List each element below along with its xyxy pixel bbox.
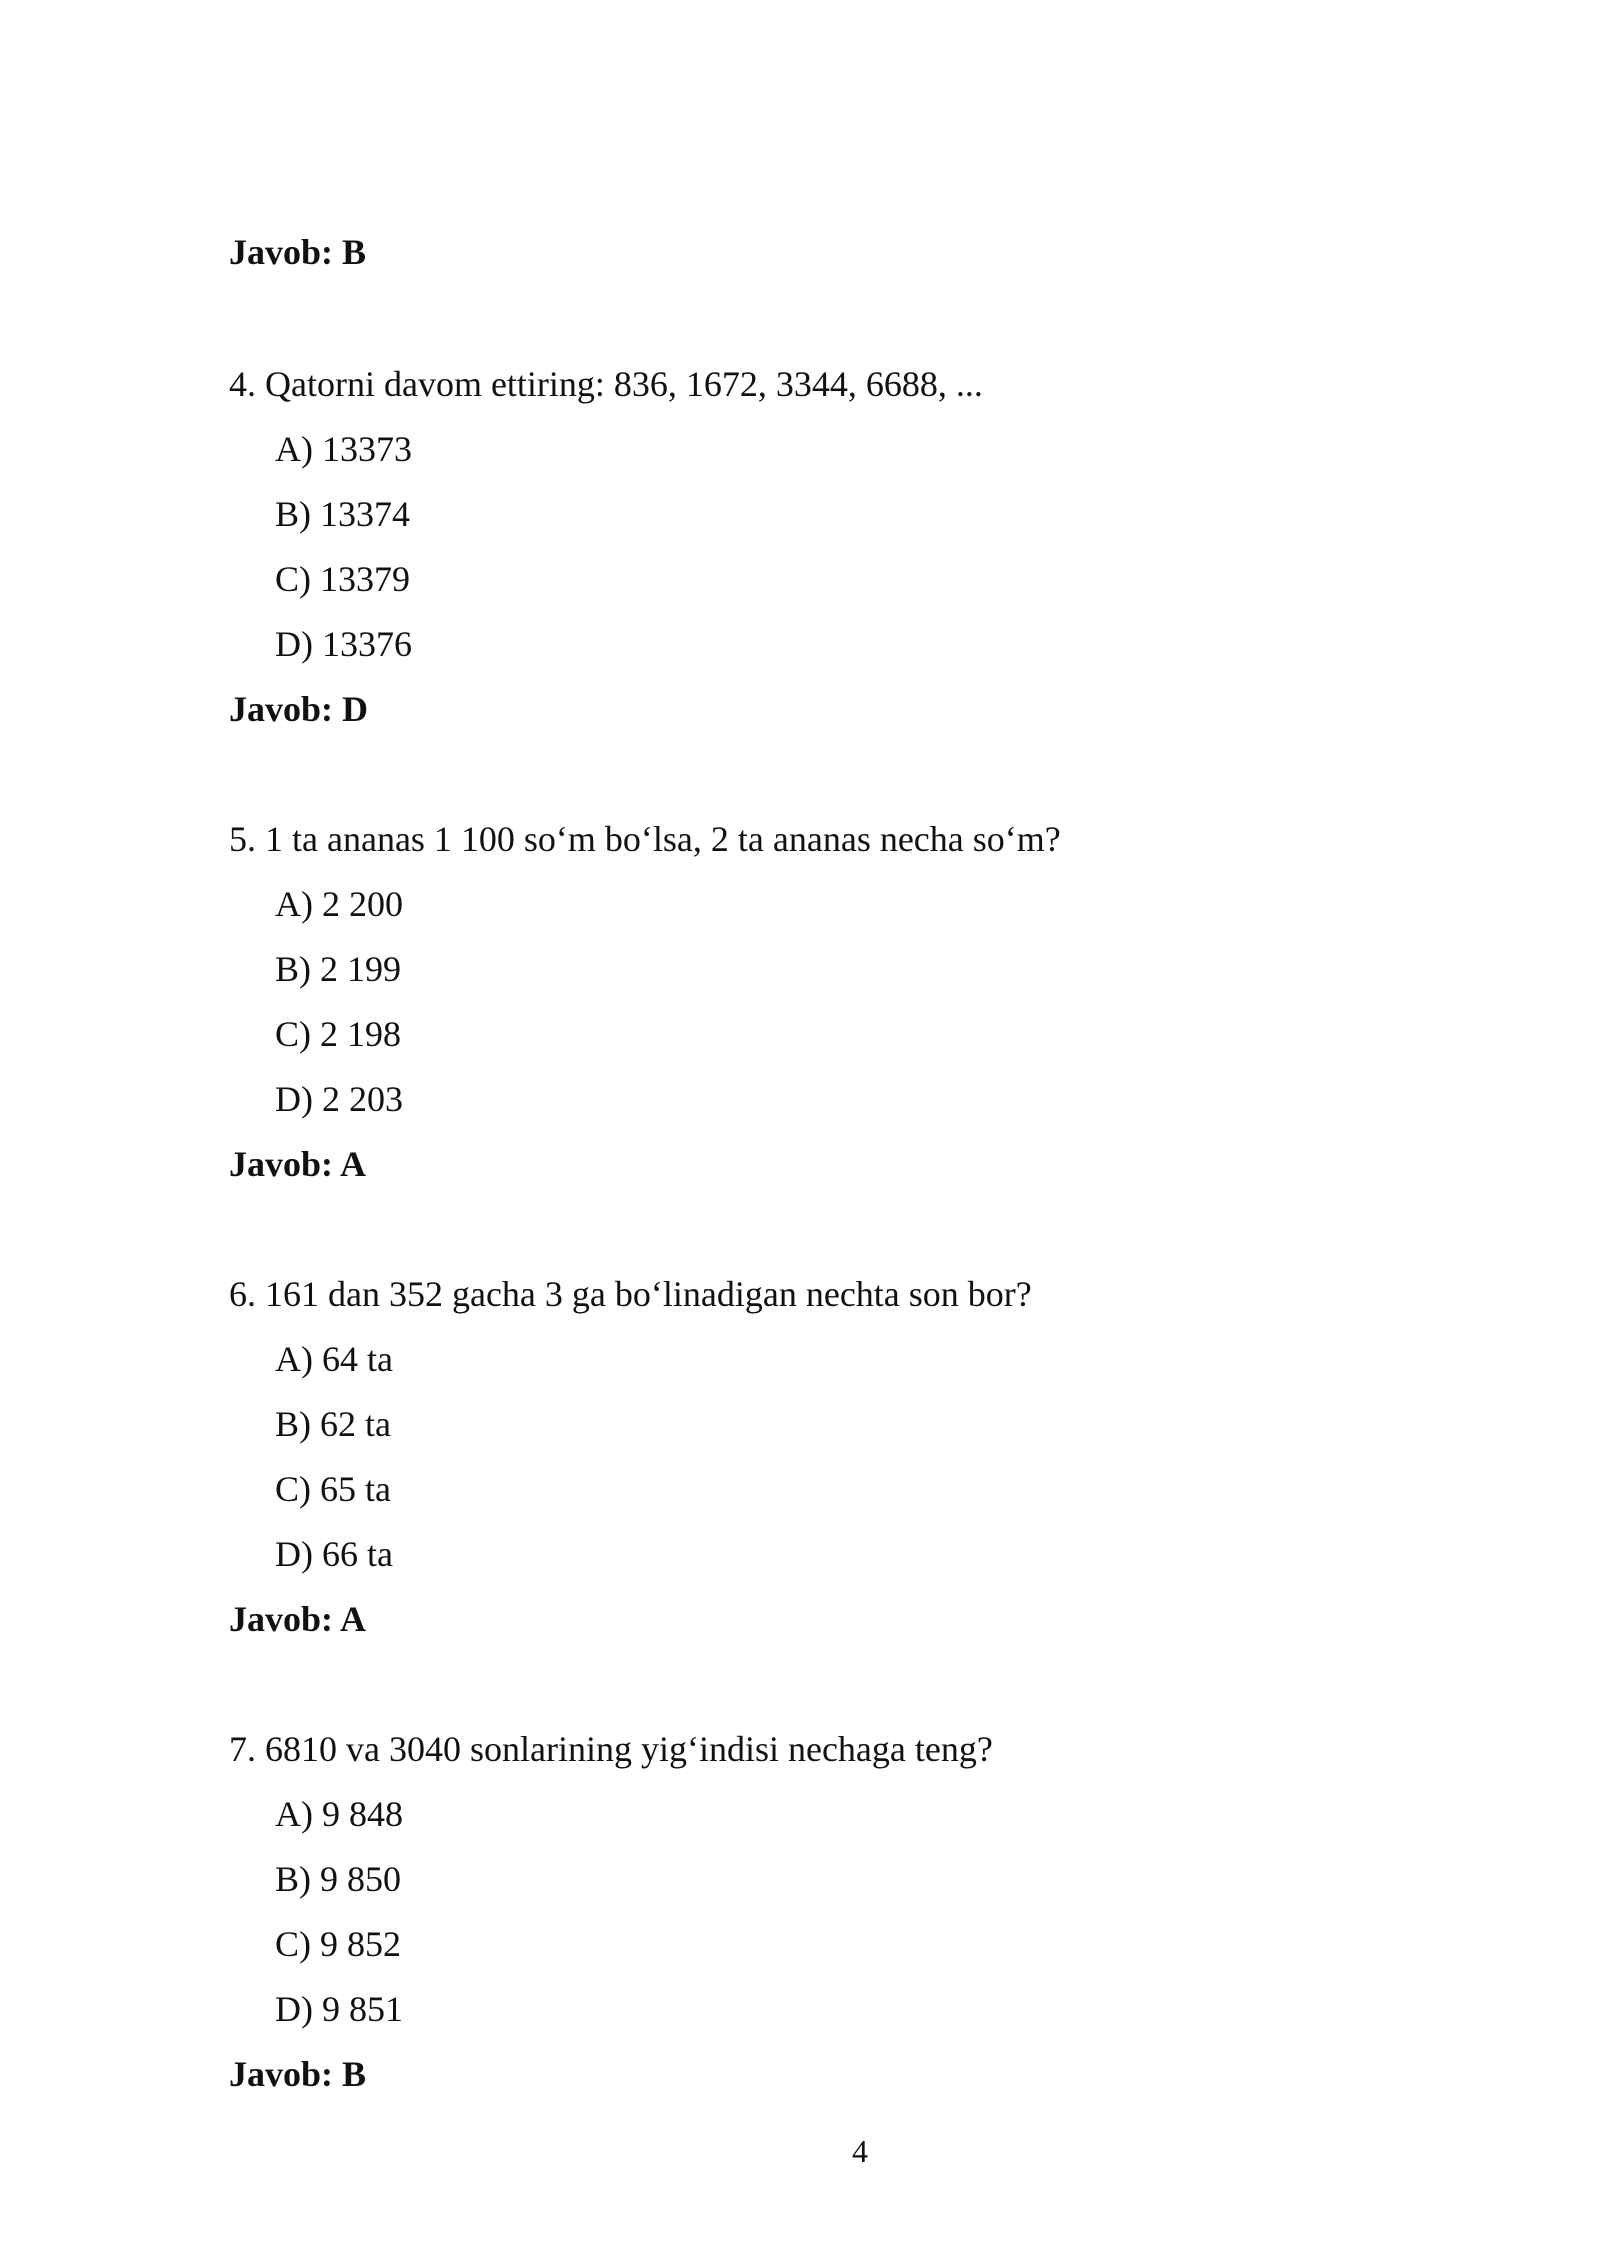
option-c: C) 9 852 (275, 1924, 401, 1964)
option-d: D) 9 851 (275, 1989, 403, 2029)
option-c: C) 2 198 (275, 1014, 401, 1054)
answer-line: Javob: A (229, 1144, 367, 1184)
answer-line: Javob: D (229, 689, 369, 729)
answer-line: Javob: A (229, 1599, 367, 1639)
option-d: D) 2 203 (275, 1079, 403, 1119)
option-b: B) 13374 (275, 494, 410, 534)
question-text: 6. 161 dan 352 gacha 3 ga bo‘linadigan nechta son bor? (229, 1274, 1032, 1314)
option-d: D) 13376 (275, 624, 412, 664)
page-number: 4 (852, 2133, 868, 2169)
option-a: A) 9 848 (275, 1794, 403, 1834)
answer-line: Javob: B (229, 232, 367, 272)
option-a: A) 64 ta (275, 1339, 393, 1379)
option-a: A) 2 200 (275, 884, 403, 924)
option-c: C) 65 ta (275, 1469, 391, 1509)
question-text: 7. 6810 va 3040 sonlarining yig‘indisi nechaga teng? (229, 1729, 993, 1769)
option-a: A) 13373 (275, 429, 412, 469)
question-text: 5. 1 ta ananas 1 100 so‘m bo‘lsa, 2 ta ananas necha so‘m? (229, 819, 1061, 859)
question-text: 4. Qatorni davom ettiring: 836, 1672, 3344, 6688, ... (229, 364, 983, 404)
option-d: D) 66 ta (275, 1534, 393, 1574)
option-b: B) 62 ta (275, 1404, 391, 1444)
option-b: B) 9 850 (275, 1859, 401, 1899)
option-c: C) 13379 (275, 559, 410, 599)
answer-line: Javob: B (229, 2054, 367, 2094)
option-b: B) 2 199 (275, 949, 401, 989)
